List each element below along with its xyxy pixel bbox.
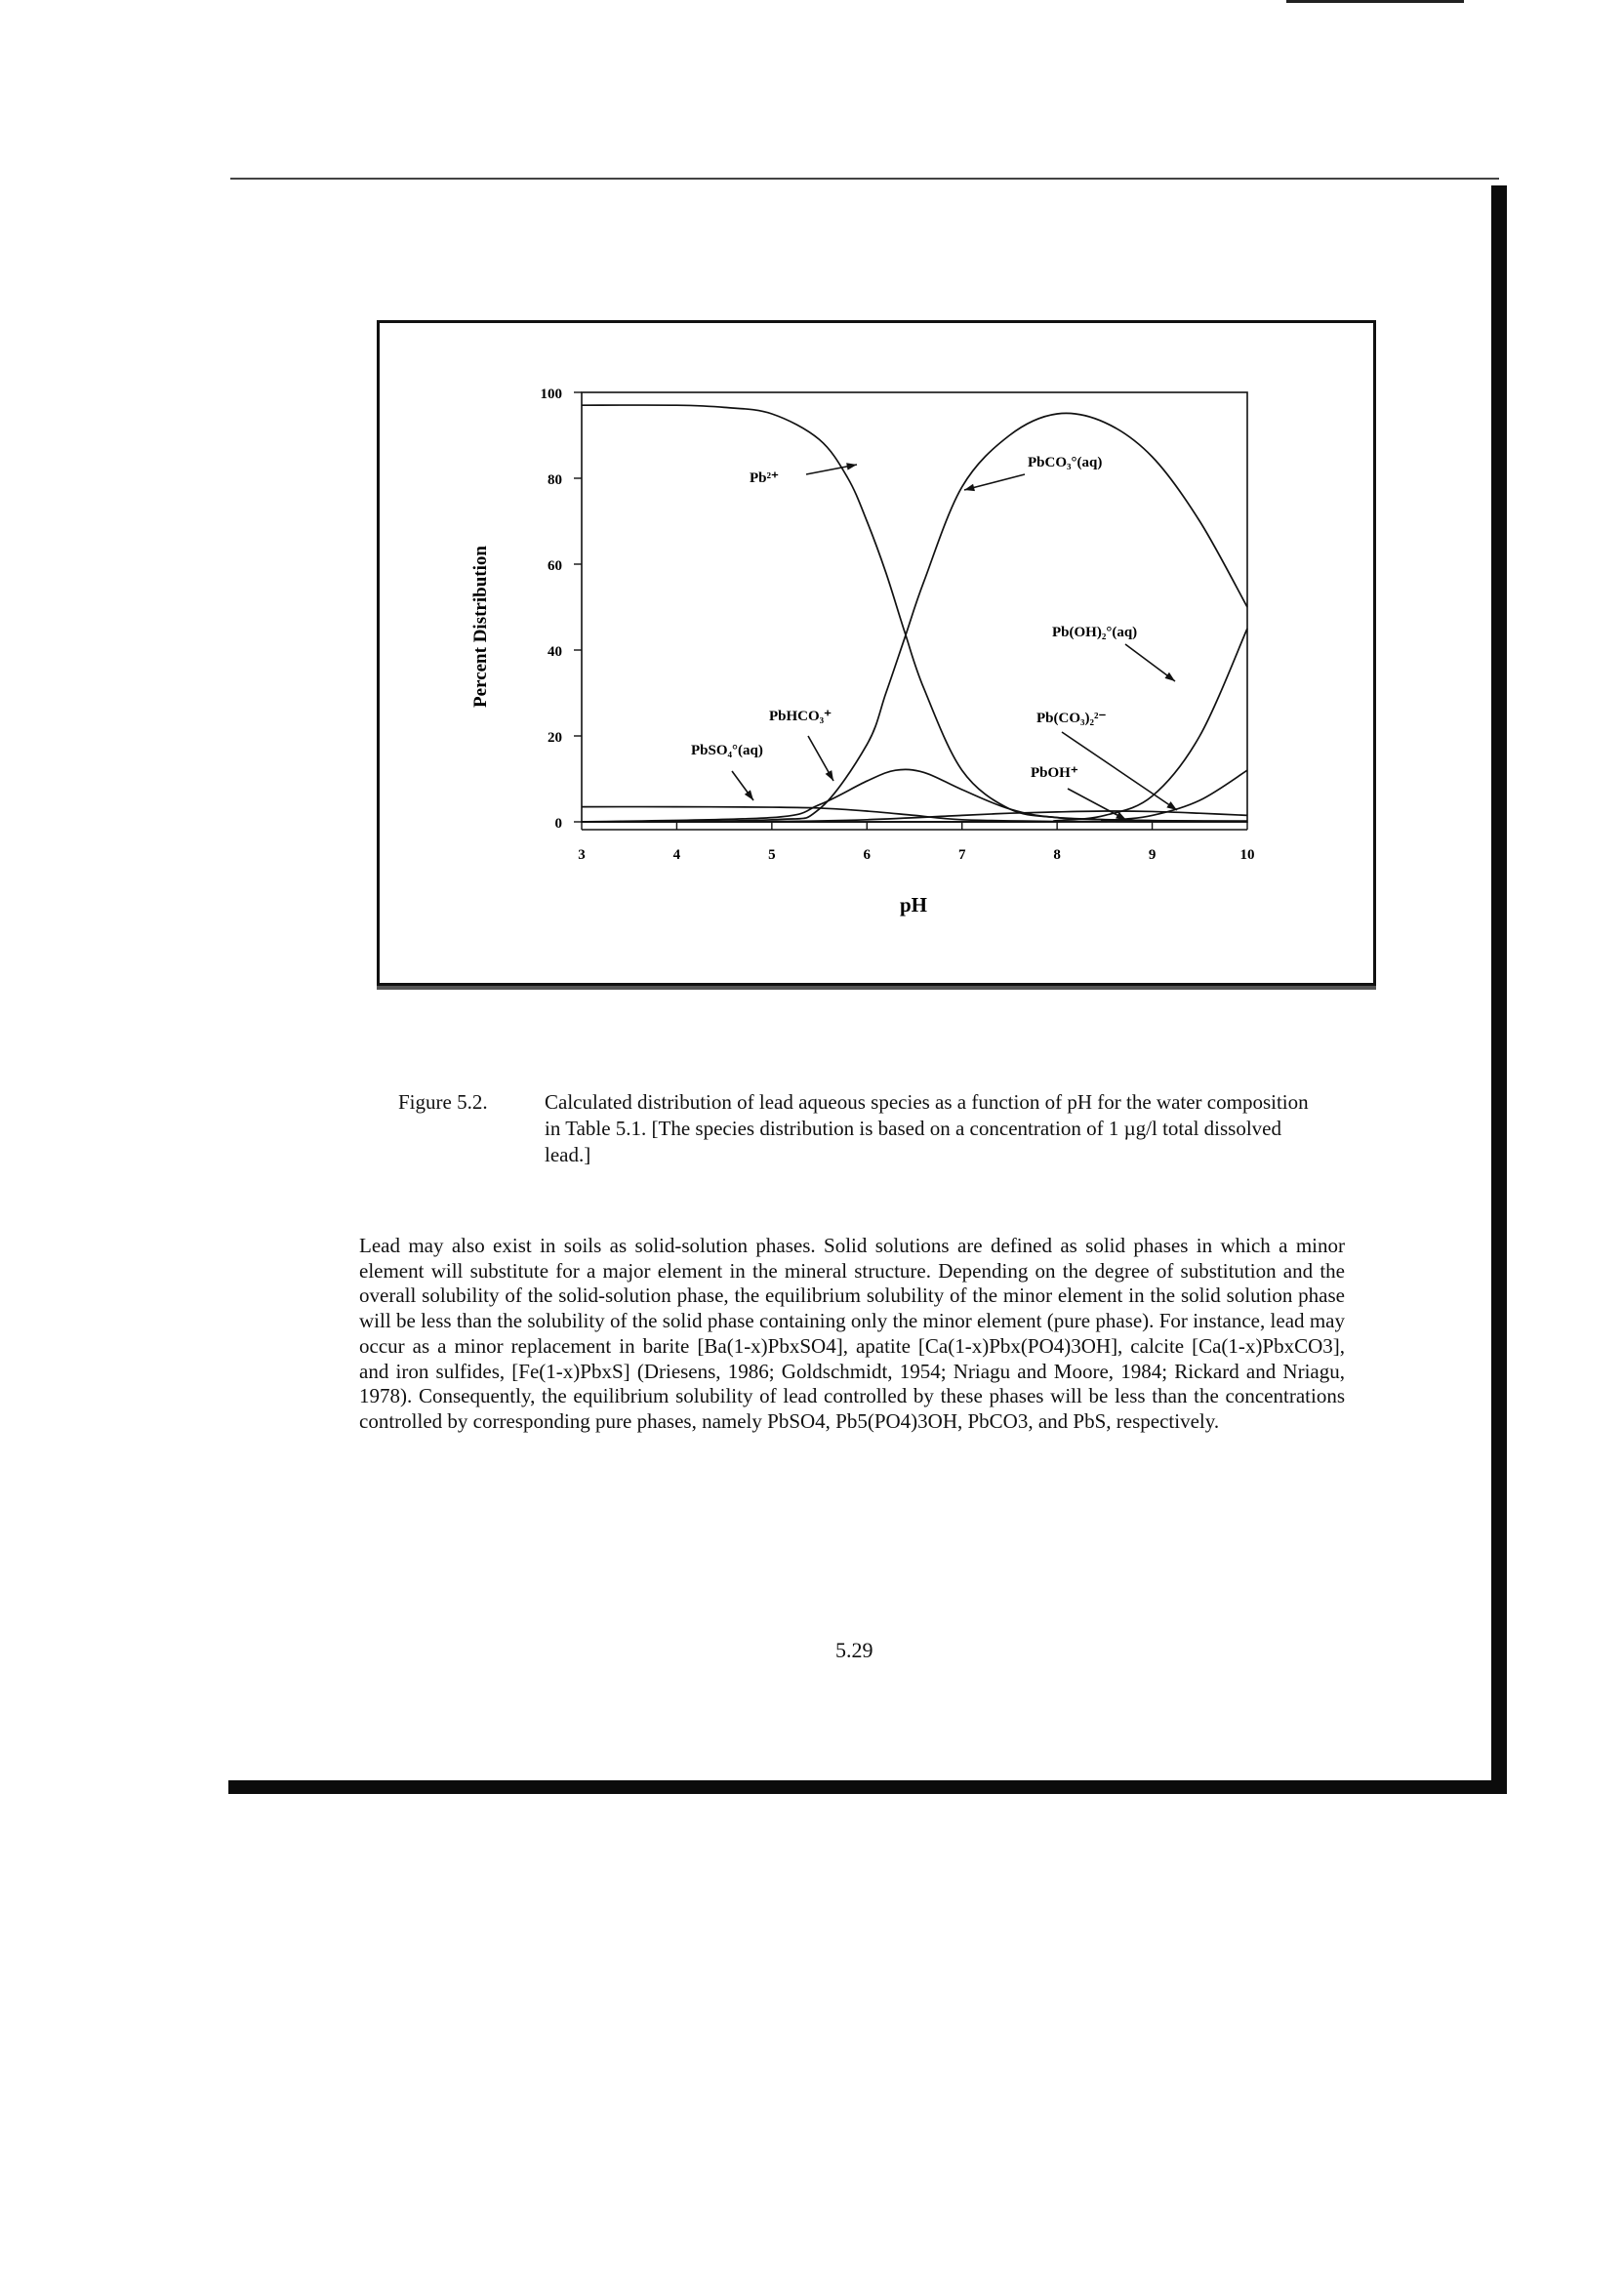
series-line-4 xyxy=(582,629,1247,822)
chart-axes xyxy=(541,387,1255,863)
y-tick-label: 20 xyxy=(548,730,562,746)
y-tick-label: 60 xyxy=(548,558,562,574)
top-corner-rule xyxy=(1286,0,1464,3)
x-tick-label: 5 xyxy=(768,847,776,863)
figure-caption-text: Calculated distribution of lead aqueous species as a function of pH for the water composition in Table 5.1. [The species distribution is based on a concentration of 1 µg/l total dissolved lead.] xyxy=(545,1090,1309,1166)
figure-caption-label: Figure 5.2. xyxy=(398,1090,488,1114)
y-tick-label: 0 xyxy=(554,816,562,832)
annotation-arrowhead xyxy=(745,790,753,800)
series-line-2 xyxy=(582,769,1247,822)
annotation-label: PbSO₄°(aq) xyxy=(691,743,763,758)
x-tick-label: 3 xyxy=(578,847,586,863)
annotation-arrowhead xyxy=(826,770,833,781)
annotation-arrowhead xyxy=(1164,672,1175,681)
y-tick-label: 40 xyxy=(548,644,562,660)
y-tick-label: 80 xyxy=(548,472,562,488)
annotation-label: PbCO₃°(aq) xyxy=(1028,455,1103,470)
page-top-rule xyxy=(230,178,1499,180)
x-tick-label: 9 xyxy=(1148,847,1157,863)
scan-bottom-border xyxy=(228,1780,1507,1794)
y-tick-label: 100 xyxy=(540,387,562,402)
annotation-label: Pb²⁺ xyxy=(750,470,779,486)
body-paragraph: Lead may also exist in soils as solid-solution phases. Solid solutions are defined as solid phases in which a minor element will substitute for a major element in the mineral structure. Depending on the degree of substitution and the overall solubility of the solid-solution phase, the equilibrium solubility of the minor element in the solid solution phase will be less than the solubility of the solid phase containing only the minor element (pure phase). For instance, lead may occur as a minor replacement in barite [Ba(1-x)PbxSO4], apatite [Ca(1-x)Pbx(PO4)3OH], calcite [Ca(1-x)PbxCO3], and iron sulfides, [Fe(1-x)PbxS] (Driesens, 1986; Goldschmidt, 1954; Nriagu and Moore, 1984; Rickard and Nriagu, 1978). Consequently, the equilibrium solubility of lead controlled by these phases will be less than the concentrations controlled by corresponding pure phases, namely PbSO4, Pb5(PO4)3OH, PbCO3, and PbS, respectively. xyxy=(359,1234,1345,1433)
chart-annotations xyxy=(691,455,1177,820)
x-tick-label: 6 xyxy=(863,847,872,863)
scan-right-border xyxy=(1491,185,1507,1794)
annotation-arrowhead xyxy=(846,463,857,469)
series-line-1 xyxy=(582,413,1247,822)
x-tick-label: 8 xyxy=(1053,847,1061,863)
annotation-label: PbHCO₃⁺ xyxy=(769,709,832,724)
annotation-arrow xyxy=(1062,732,1177,810)
species-distribution-chart xyxy=(379,322,1374,984)
x-tick-label: 10 xyxy=(1239,847,1255,863)
series-line-0 xyxy=(582,405,1247,821)
annotation-label: Pb(CO₃)₂²⁻ xyxy=(1036,711,1107,726)
x-axis-label: pH xyxy=(899,893,928,917)
annotation-arrowhead xyxy=(964,484,975,491)
annotation-label: Pb(OH)₂°(aq) xyxy=(1052,625,1138,640)
chart-series xyxy=(582,405,1247,822)
annotation-arrowhead xyxy=(1166,801,1177,810)
y-axis-label: Percent Distribution xyxy=(470,546,491,708)
page-number: 5.29 xyxy=(835,1638,873,1662)
x-tick-label: 4 xyxy=(672,847,681,863)
series-line-5 xyxy=(582,770,1247,822)
annotation-label: PbOH⁺ xyxy=(1031,765,1078,781)
x-tick-label: 7 xyxy=(957,847,966,863)
